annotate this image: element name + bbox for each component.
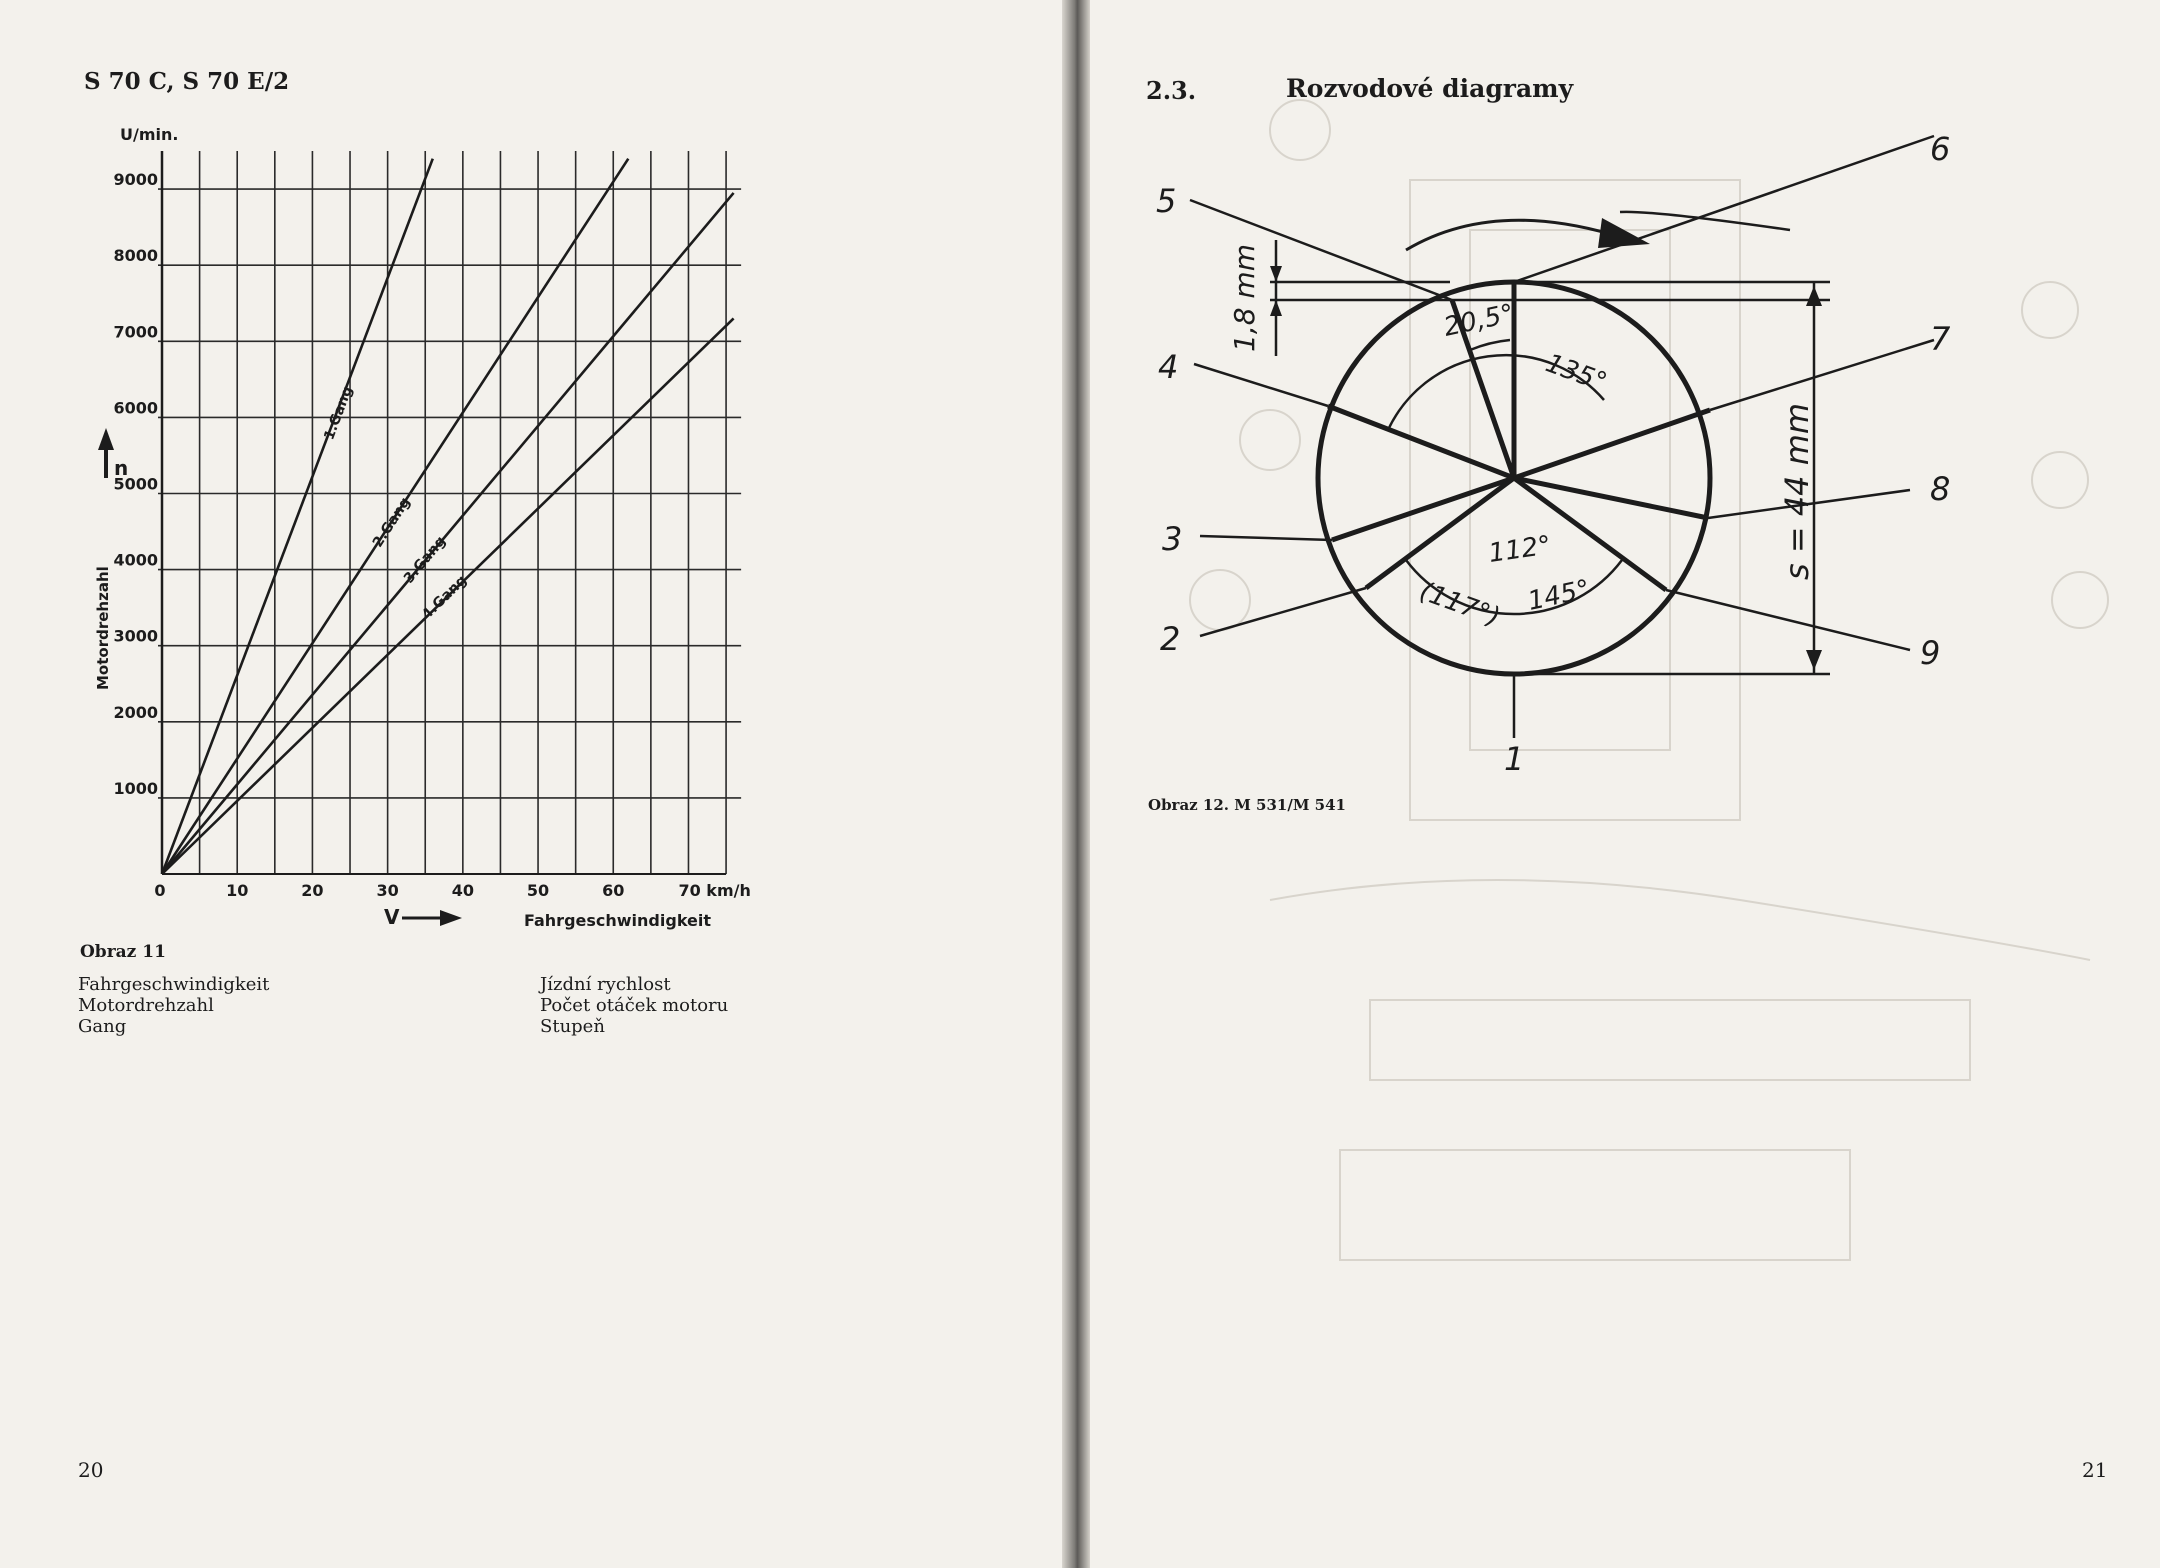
legend-czech: [540, 974, 728, 1037]
angle-label-145: 145°: [1525, 574, 1593, 617]
angle-label-112: 112°: [1486, 530, 1554, 569]
right-page: [1090, 0, 2160, 1568]
y-axis-symbol: n: [114, 456, 129, 480]
y-axis-unit: U/min.: [120, 125, 179, 144]
v-arrow-icon: [402, 910, 462, 926]
line-label-3: 3: [1162, 520, 1183, 558]
figure-12-caption: Obraz 12. M 531/M 541: [1148, 796, 1346, 814]
line-label-6: 6: [1930, 130, 1951, 168]
y-tick-label: 3000: [113, 626, 158, 646]
legend-german: [78, 974, 269, 1037]
line-label-7: 7: [1930, 320, 1951, 358]
y-tick-label: 5000: [113, 474, 158, 494]
left-page: [0, 0, 1062, 1568]
x-tick-label: 0: [154, 881, 166, 900]
series-label: 4.Gang: [418, 572, 471, 623]
series-label: 1.Gang: [321, 384, 357, 443]
legend-cs-item: Stupeň: [540, 1016, 605, 1037]
x-tick-label: 70 km/h: [678, 881, 751, 900]
y-tick-label: 1000: [113, 778, 158, 798]
page-number-right: 21: [2082, 1458, 2108, 1482]
n-arrow-icon: [98, 428, 114, 478]
valve-timing-diagram: [1090, 0, 2160, 800]
line-label-2: 2: [1160, 620, 1181, 658]
y-tick-label: 6000: [113, 398, 158, 418]
x-axis-symbol: V: [384, 905, 400, 929]
angle-label-117: (117°): [1415, 576, 1504, 633]
rotation-arrow-icon: [1406, 218, 1650, 250]
line-label-9: 9: [1920, 634, 1941, 672]
line-label-8: 8: [1930, 470, 1951, 508]
x-tick-label: 30: [376, 881, 399, 900]
series-label: 3.Gang: [400, 533, 450, 587]
legend-cs-item: Jízdní rychlost: [540, 974, 671, 995]
y-tick-label: 7000: [113, 322, 158, 342]
y-tick-label: 4000: [113, 550, 158, 570]
dimension-gap-label: 1,8 mm: [1228, 244, 1261, 352]
legend-de-item: Fahrgeschwindigkeit: [78, 974, 270, 995]
line-label-5: 5: [1156, 182, 1177, 220]
page-number-left: 20: [78, 1458, 104, 1482]
y-tick-label: 9000: [113, 170, 158, 190]
speed-rpm-chart: [0, 0, 1062, 940]
legend-de-item: Gang: [78, 1016, 127, 1037]
legend-de-item: Motordrehzahl: [78, 995, 214, 1016]
y-axis-label: Motordrehzahl: [94, 566, 112, 690]
series-line: [162, 193, 734, 874]
figure-11-caption: Obraz 11: [80, 942, 166, 962]
book-gutter: [1062, 0, 1090, 1568]
line-label-4: 4: [1158, 348, 1179, 386]
angle-label-135: 135°: [1541, 348, 1611, 399]
legend-cs-item: Počet otáček motoru: [540, 995, 729, 1016]
x-tick-label: 50: [526, 881, 550, 900]
section-number: 2.3.: [1146, 76, 1197, 105]
x-tick-label: 10: [226, 881, 249, 900]
x-axis-label: Fahrgeschwindigkeit: [524, 911, 712, 930]
x-tick-label: 20: [301, 881, 324, 900]
x-tick-label: 40: [451, 881, 474, 900]
section-title: Rozvodové diagramy: [1286, 74, 1574, 103]
y-tick-label: 2000: [113, 702, 158, 722]
angle-label-20-5: 20,5°: [1441, 298, 1517, 343]
x-tick-label: 60: [602, 881, 625, 900]
series-label: 2.Gang: [369, 494, 414, 551]
y-tick-label: 8000: [113, 246, 158, 266]
dimension-stroke-label: s = 44 mm: [1778, 402, 1816, 580]
line-label-1: 1: [1504, 740, 1525, 778]
model-header: S 70 C, S 70 E/2: [84, 68, 290, 95]
